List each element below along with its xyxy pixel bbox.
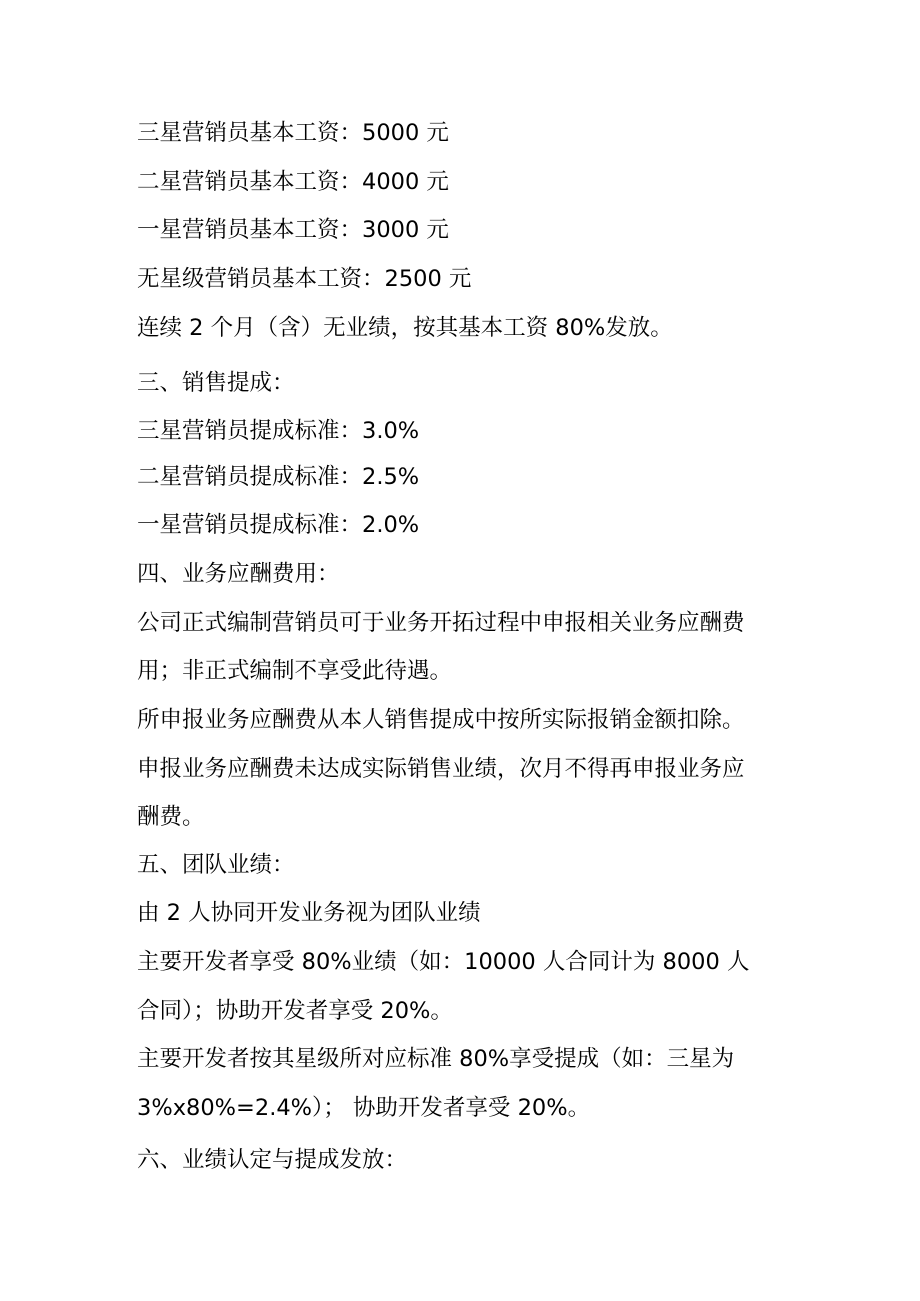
team-commission-line-2: 3%x80%=2.4%）； 协助开发者享受 20%。 (137, 1095, 591, 1121)
basic-salary-two-star: 二星营销员基本工资：4000 元 (137, 169, 449, 195)
entertainment-restriction-line-2: 酬费。 (137, 804, 205, 830)
entertainment-deduction-rule: 所申报业务应酬费从本人销售提成中按所实际报销金额扣除。 (137, 707, 745, 733)
section-heading-commission: 三、销售提成： (137, 370, 295, 396)
team-split-line-2: 合同）；协助开发者享受 20%。 (137, 998, 453, 1024)
basic-salary-no-star: 无星级营销员基本工资：2500 元 (137, 266, 472, 292)
team-commission-line-1: 主要开发者按其星级所对应标准 80%享受提成（如：三星为 (137, 1046, 735, 1072)
commission-three-star: 三星营销员提成标准：3.0% (137, 418, 420, 444)
entertainment-rule-line-1: 公司正式编制营销员可于业务开拓过程中申报相关业务应酬费 (137, 610, 745, 636)
no-performance-rule: 连续 2 个月（含）无业绩，按其基本工资 80%发放。 (137, 315, 673, 341)
basic-salary-three-star: 三星营销员基本工资：5000 元 (137, 120, 449, 146)
entertainment-restriction-line-1: 申报业务应酬费未达成实际销售业绩，次月不得再申报业务应 (137, 756, 745, 782)
commission-one-star: 一星营销员提成标准：2.0% (137, 512, 420, 538)
team-definition: 由 2 人协同开发业务视为团队业绩 (137, 900, 481, 926)
entertainment-rule-line-2: 用；非正式编制不享受此待遇。 (137, 658, 453, 684)
section-heading-team: 五、团队业绩： (137, 852, 295, 878)
basic-salary-one-star: 一星营销员基本工资：3000 元 (137, 217, 449, 243)
commission-two-star: 二星营销员提成标准：2.5% (137, 464, 420, 490)
section-heading-performance: 六、业绩认定与提成发放： (137, 1147, 408, 1173)
team-split-line-1: 主要开发者享受 80%业绩（如：10000 人合同计为 8000 人 (137, 949, 750, 975)
section-heading-entertainment: 四、业务应酬费用： (137, 561, 340, 587)
